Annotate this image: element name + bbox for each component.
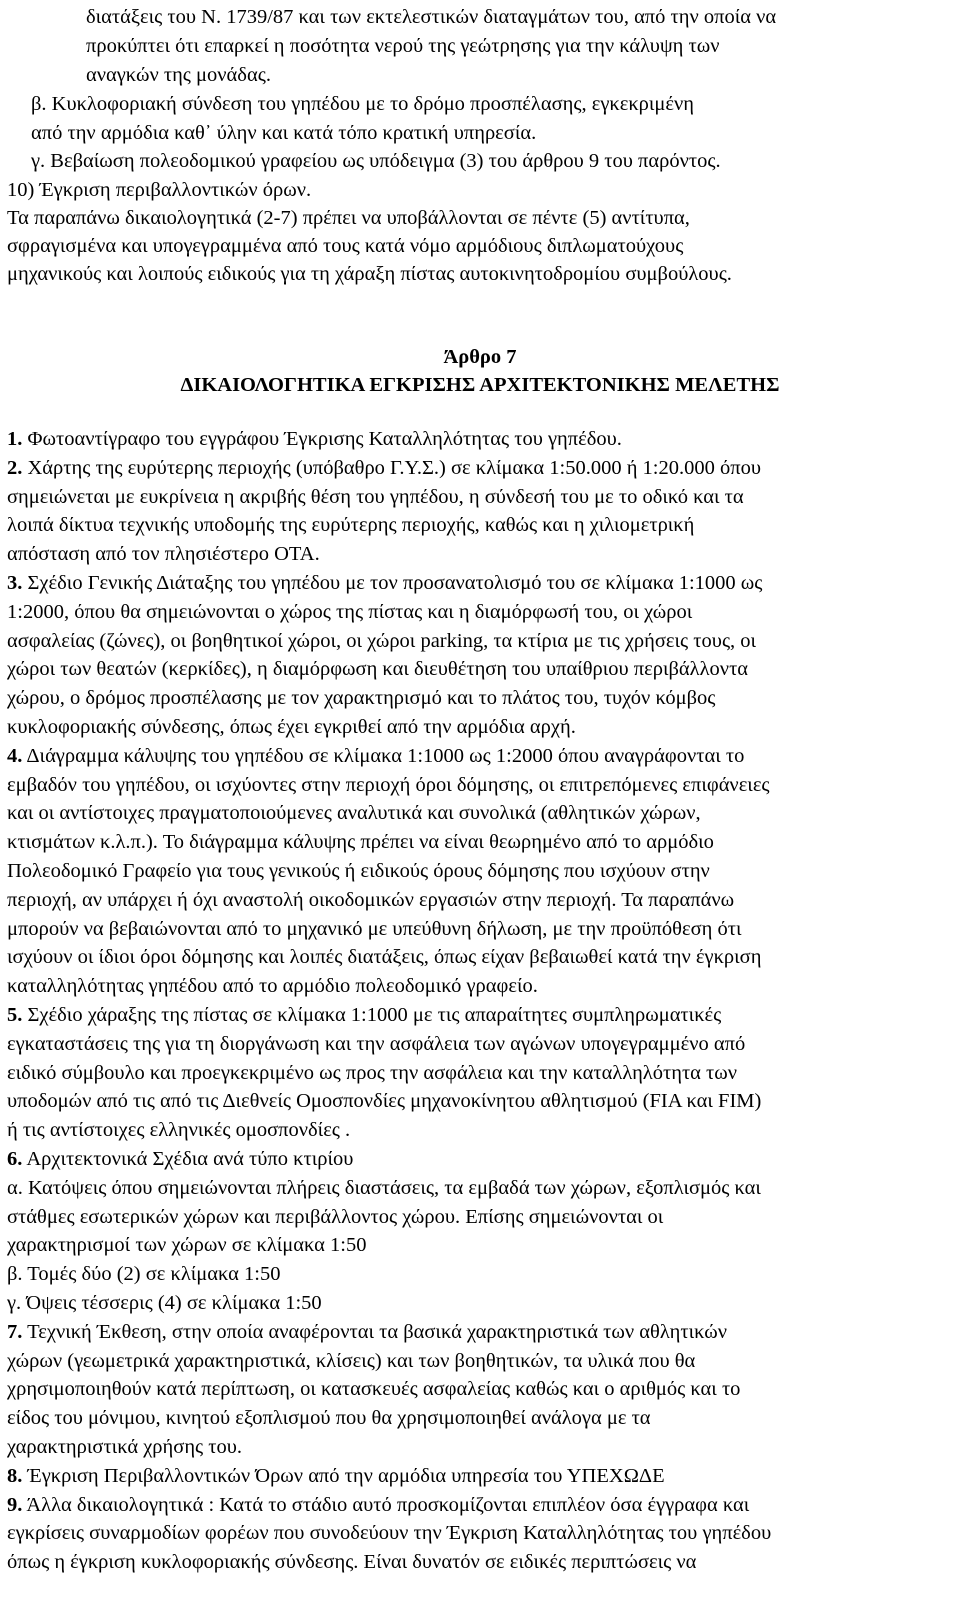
text-line bbox=[7, 772, 770, 798]
line-text: α. Κατόψεις όπου σημειώνονται πλήρεις διαστάσεις, τα εμβαδά των χώρων, εξοπλισμός και bbox=[7, 1176, 761, 1199]
line-text: υποδομών από τις από τις Διεθνείς Ομοσπονδίες μηχανοκίνητου αθλητισμού (FIA και FIM) bbox=[7, 1090, 762, 1113]
line-text: Σχέδιο Γενικής Διάταξης του γηπέδου με τον προσανατολισμό του σε κλίμακα 1:1000 ως bbox=[22, 572, 763, 594]
line-text: καταλληλότητας γηπέδου από το αρμόδιο πολεοδομικό γραφείο. bbox=[7, 975, 538, 998]
article-title: ΔΙΚΑΙΟΛΟΓΗΤΙΚΑ ΕΓΚΡΙΣΗΣ ΑΡΧΙΤΕΚΤΟΝΙΚΗΣ ΜΕΛΕΤΗΣ bbox=[180, 374, 780, 396]
line-text: και οι αντίστοιχες πραγματοποιούμενες αναλυτικά και συνολικά (αθλητικών χώρων, bbox=[7, 802, 701, 825]
numbered-item-line bbox=[7, 1492, 749, 1518]
text-line bbox=[7, 800, 701, 826]
text-line bbox=[7, 916, 741, 942]
line-text: εγκαταστάσεις της για τη διοργάνωση και την ασφάλεια των αγώνων υπογεγραμμένο από bbox=[7, 1032, 746, 1055]
text-line bbox=[7, 484, 744, 510]
line-text: ειδικό σύμβουλο και προεγκεκριμένο ως προς την ασφάλεια και την καταλληλότητα των bbox=[7, 1061, 738, 1084]
line-text: Πολεοδομικό Γραφείο για τους γενικούς ή ειδικούς όρους δόμησης που ισχύουν στην bbox=[7, 860, 710, 882]
item-number: 7. bbox=[7, 1320, 23, 1343]
line-text: είδος του μόνιμου, κινητού εξοπλισμού που θα χρησιμοποιηθεί ανάλογα με τα bbox=[7, 1407, 651, 1430]
line-text: γ. Όψεις τέσσερις (4) σε κλίμακα 1:50 bbox=[7, 1292, 322, 1314]
text-line bbox=[7, 541, 320, 567]
line-text: ασφαλείας (ζώνες), οι βοηθητικοί χώροι, οι χώροι parking, τα κτίρια με τις χρήσεις τους, οι bbox=[7, 629, 757, 652]
line-text: μπορούν να βεβαιώνονται από το μηχανικό με υπεύθυνη δήλωση, με την προϋπόθεση ότι bbox=[7, 917, 742, 940]
line-text: χαρακτηριστικά χρήσης του. bbox=[7, 1436, 243, 1458]
text-line bbox=[7, 887, 734, 913]
text-line: σφραγισμένα και υπογεγραμμένα από τους κατά νόμο αρμόδιους διπλωματούχους bbox=[7, 235, 684, 257]
text-line: γ. Βεβαίωση πολεοδομικού γραφείου ως υπόδειγμα (3) του άρθρου 9 του παρόντος. bbox=[31, 150, 721, 172]
line-text: σημειώνεται με ευκρίνεια η ακριβής θέση του γηπέδου, η σύνδεσή του με το οδικό και τα bbox=[7, 485, 744, 508]
text-line bbox=[7, 1549, 696, 1575]
line-text: Διάγραμμα κάλυψης του γηπέδου σε κλίμακα 1:1000 ως 1:2000 όπου αναγράφονται το bbox=[22, 744, 745, 767]
line-text: στάθμες εσωτερικών χώρων και περιβάλλοντος χώρου. Επίσης σημειώνονται οι bbox=[7, 1205, 664, 1228]
numbered-item-line bbox=[7, 743, 744, 769]
text-line bbox=[7, 1520, 771, 1546]
text-line bbox=[7, 1088, 761, 1114]
text-line: προκύπτει ότι επαρκεί η ποσότητα νερού της γεώτρησης για την κάλυψη των bbox=[86, 35, 720, 57]
line-text: Έγκριση Περιβαλλοντικών Όρων από την αρμόδια υπηρεσία του ΥΠΕΧΩΔΕ bbox=[22, 1464, 665, 1487]
item-number: 1. bbox=[7, 428, 23, 450]
line-text: απόσταση από τον πλησιέστερο ΟΤΑ. bbox=[7, 543, 320, 566]
numbered-item-line bbox=[7, 1146, 353, 1172]
text-line bbox=[7, 628, 756, 654]
text-line bbox=[7, 685, 715, 711]
line-text: Φωτοαντίγραφο του εγγράφου Έγκρισης Καταλληλότητας του γηπέδου. bbox=[22, 428, 622, 450]
numbered-item-line bbox=[7, 570, 762, 596]
item-number: 6. bbox=[7, 1148, 23, 1170]
text-line bbox=[7, 829, 714, 855]
text-line: από την αρμόδια καθ᾽ ύλην και κατά τόπο κρατική υπηρεσία. bbox=[31, 122, 537, 144]
text-line bbox=[7, 1117, 350, 1143]
line-text: Αρχιτεκτονικά Σχέδια ανά τύπο κτιρίου bbox=[22, 1148, 354, 1170]
item-number: 2. bbox=[7, 456, 23, 479]
text-line bbox=[7, 599, 692, 625]
line-text: περιοχή, αν υπάρχει ή όχι αναστολή οικοδομικών εργασιών στην περιοχή. Τα παραπάνω bbox=[7, 888, 735, 911]
numbered-item-line bbox=[7, 1002, 721, 1028]
line-text: όπως η έγκριση κυκλοφοριακής σύνδεσης. Είναι δυνατόν σε ειδικές περιπτώσεις να bbox=[7, 1551, 697, 1574]
line-text: Σχέδιο χάραξης της πίστας σε κλίμακα 1:1000 με τις απαραίτητες συμπληρωματικές bbox=[22, 1004, 722, 1026]
line-text: κτισμάτων κ.λ.π.). Το διάγραμμα κάλυψης πρέπει να είναι θεωρημένο από το αρμόδιο bbox=[7, 831, 714, 854]
text-line bbox=[7, 1175, 761, 1201]
numbered-item-line bbox=[7, 1319, 727, 1345]
text-line bbox=[7, 714, 576, 740]
text-line: μηχανικούς και λοιπούς ειδικούς για τη χάραξη πίστας αυτοκινητοδρομίου συμβούλους. bbox=[7, 263, 732, 285]
text-line bbox=[7, 1261, 281, 1287]
line-text: χώροι των θεατών (κερκίδες), η διαμόρφωση και διευθέτηση του υπαίθριου περιβάλλοντα bbox=[7, 658, 749, 681]
line-text: β. Τομές δύο (2) σε κλίμακα 1:50 bbox=[7, 1263, 281, 1286]
line-text: Άλλα δικαιολογητικά : Κατά το στάδιο αυτό προσκομίζονται επιπλέον όσα έγγραφα και bbox=[22, 1493, 750, 1516]
text-line bbox=[7, 512, 694, 538]
text-line bbox=[7, 1060, 737, 1086]
line-text: εμβαδόν του γηπέδου, οι ισχύοντες στην περιοχή όροι δόμησης, οι επιτρεπόμενες επιφάνειες bbox=[7, 773, 770, 796]
text-line bbox=[7, 944, 761, 970]
text-line bbox=[7, 1434, 242, 1460]
numbered-item-line bbox=[7, 1463, 665, 1489]
text-line bbox=[7, 1232, 366, 1258]
line-text: Τεχνική Έκθεση, στην οποία αναφέρονται τα βασικά χαρακτηριστικά των αθλητικών bbox=[22, 1320, 728, 1343]
line-text: χώρων (γεωμετρικά χαρακτηριστικά, κλίσεις) και των βοηθητικών, τα υλικά που θα bbox=[7, 1349, 696, 1372]
item-number: 3. bbox=[7, 572, 23, 594]
item-number: 8. bbox=[7, 1464, 23, 1487]
line-text: 1:2000, όπου θα σημειώνονται ο χώρος της πίστας και η διαμόρφωσή του, οι χώροι bbox=[7, 600, 693, 623]
line-text: ή τις αντίστοιχες ελληνικές ομοσπονδίες . bbox=[7, 1119, 351, 1142]
text-line bbox=[7, 656, 748, 682]
text-line bbox=[7, 858, 710, 884]
line-text: ισχύουν οι ίδιοι όροι δόμησης και λοιπές διατάξεις, όπως είχαν βεβαιωθεί κατά την έγκριση bbox=[7, 946, 762, 969]
item-number: 4. bbox=[7, 744, 23, 767]
line-text: λοιπά δίκτυα τεχνικής υποδομής της ευρύτερης περιοχής, καθώς και η χιλιομετρική bbox=[7, 514, 695, 537]
line-text: εγκρίσεις συναρμοδίων φορέων που συνοδεύουν την Έγκριση Καταλληλότητας του γηπέδου bbox=[7, 1522, 772, 1545]
line-text: Χάρτης της ευρύτερης περιοχής (υπόβαθρο Γ.Υ.Σ.) σε κλίμακα 1:50.000 ή 1:20.000 όπου bbox=[22, 456, 762, 479]
numbered-item-line bbox=[7, 426, 622, 452]
text-line bbox=[7, 1405, 651, 1431]
item-number: 5. bbox=[7, 1004, 23, 1026]
line-text: κυκλοφοριακής σύνδεσης, όπως έχει εγκριθεί από την αρμόδια αρχή. bbox=[7, 716, 576, 738]
line-text: χρησιμοποιηθούν κατά περίπτωση, οι κατασκευές ασφαλείας καθώς και ο αριθμός και το bbox=[7, 1378, 741, 1401]
text-line bbox=[7, 1290, 322, 1316]
text-line bbox=[7, 1376, 740, 1402]
article-number: Άρθρο 7 bbox=[443, 346, 517, 368]
text-line: β. Κυκλοφοριακή σύνδεση του γηπέδου με το δρόμο προσπέλασης, εγκεκριμένη bbox=[31, 93, 694, 115]
text-line bbox=[7, 1031, 745, 1057]
item-number: 9. bbox=[7, 1493, 23, 1516]
text-line: διατάξεις του Ν. 1739/87 και των εκτελεστικών διαταγμάτων του, από την οποία να bbox=[86, 6, 777, 28]
numbered-item-line bbox=[7, 455, 761, 481]
text-line bbox=[7, 973, 538, 999]
line-text: χώρου, ο δρόμος προσπέλασης με τον χαρακτηρισμό και το πλάτος του, τυχόν κόμβος bbox=[7, 687, 716, 710]
line-text: χαρακτηρισμοί των χώρων σε κλίμακα 1:50 bbox=[7, 1234, 367, 1257]
text-line bbox=[7, 1204, 663, 1230]
text-line bbox=[7, 1348, 695, 1374]
text-line: αναγκών της μονάδας. bbox=[86, 64, 271, 86]
text-line: Τα παραπάνω δικαιολογητικά (2-7) πρέπει να υποβάλλονται σε πέντε (5) αντίτυπα, bbox=[7, 207, 690, 229]
text-line: 10) Έγκριση περιβαλλοντικών όρων. bbox=[7, 179, 312, 201]
